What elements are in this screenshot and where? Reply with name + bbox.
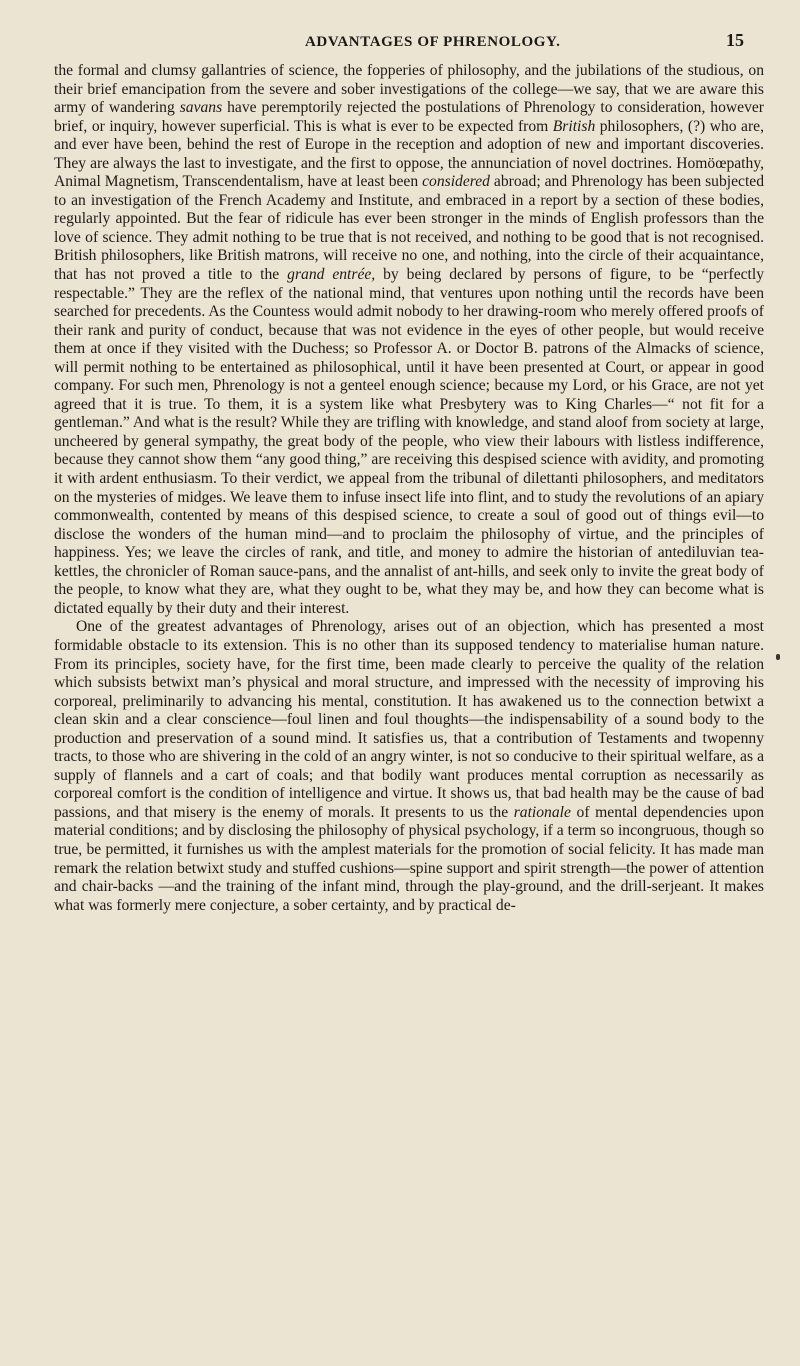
text-run: abroad; and Phrenology has been subjected to an investigation of the French Academy and Institute, and embraced in a report by a section of these bodies, regularly appointed. But the fear of ridicule has ever been stronger in the minds of English professors than the love of science. They admit nothing to be true that is not received, and nothing to be good that is not recognised. British philosophers, like British matrons, will receive no one, and nothing, into the circle of their acquaintance, that has not proved a title to the xyxy=(54,173,764,284)
italic-text: considered xyxy=(422,173,490,191)
italic-text: grand entrée, xyxy=(287,266,376,284)
italic-text: savans xyxy=(179,99,223,117)
body-text xyxy=(54,62,764,915)
text-run: have peremptorily rejected the postulations of Phrenology to consideration, however brief, or inquiry, however superficial. This is what is ever to be expected from xyxy=(54,99,764,135)
italic-text: British xyxy=(552,117,596,135)
paragraph-1 xyxy=(54,62,764,618)
text-run: One of the greatest advantages of Phrenology, arises out of an objection, which has presented a most formidable obstacle to its extension. This is no other than its supposed tendency to materialise human nature. From its principles, society have, for the first time, been made clearly to perceive the quality of the relation which subsists betwixt man’s physical and moral structure, and impressed with the necessity of improving his corporeal, preliminarily to advancing his mental, constitution. It has awakened us to the connection betwixt a clean skin and a clear conscience—foul linen and foul thoughts—the indispensability of a sound body to the production and preservation of a sound mind. It satisfies us, that a contribution of Testaments and twopenny tracts, to those who are shivering in the cold of an angry winter, is not so conducive to their spiritual welfare, as a supply of flannels and a cart of coals; and that bodily want produces mental corruption as necessarily as corporeal comfort is the condition of intelligence and virtue. It shows us, that bad health may be the cause of bad passions, and that misery is the enemy of morals. It presents to us the xyxy=(54,618,764,821)
text-run: philosophers, (?) who are, and ever have been, behind the rest of Europe in the reception and adoption of new and important discoveries. They are always the last to investigate, and the first to oppose, the annunciation of novel doctrines. Homöœpathy, Animal Magnetism, Transcendentalism, have at least been xyxy=(54,117,764,191)
text-run: by being declared by persons of figure, to be “perfectly respectable.” They are the reflex of the national mind, that ventures upon nothing until the records have been searched for precedents. As the Countess would admit nobody to her drawing-room who merely offered proofs of their rank and purity of conduct, because that was not evidence in the eyes of other people, but would receive them at once if they visited with the Duchess; so Professor A. or Doctor B. patrons of the Almacks of science, will permit nothing to be entertained as philosophical, until it have been presented at Court, or appear in good company. For such men, Phrenology is not a genteel enough science; because my Lord, or his Grace, are not yet agreed that it is true. To them, it is a system like what Presbytery was to King Charles—“ not fit for a gentleman.” And what is the result? While they are trifling with knowledge, and stand aloof from society at large, uncheered by general sympathy, the great body of the people, who view their labours with listless indifference, because they cannot show them “any good thing,” are receiving this despised science with avidity, and promoting it with ardent enthusiasm. To their verdict, we appeal from the tribunal of dilettanti philosophers, and meditators on the mysteries of midges. We leave them to infuse insect life into flint, and to study the revolutions of an apiary commonwealth, contented by means of this despised science, to create a soul of good out of things evil—to disclose the wonders of the human mind—and to proclaim the philosophy of virtue, and the principles of happiness. Yes; we leave the circles of rank, and title, and money to admire the historian of antediluvian tea-kettles, the chronicler of Roman sauce-pans, and the annalist of ant-hills, and seek only to invite the great body of the people, to know what they are, what they ought to be, what they may be, and how they can become what is dictated equally by their duty and their interest. xyxy=(54,266,765,617)
ink-mark xyxy=(776,654,780,660)
text-run: the formal and clumsy gallantries of science, the fopperies of philosophy, and the jubilations of the studious, on their brief emancipation from the severe and sober investigations of the college—we say, that we are aware this army of wandering xyxy=(54,62,764,117)
page-number: 15 xyxy=(726,30,744,50)
paragraph-2 xyxy=(54,618,764,915)
text-run: of mental dependencies upon material conditions; and by disclosing the philosophy of physical psychology, if a term so incongruous, though so true, be permitted, it furnishes us with the amplest materials for the promotion of social felicity. It has made man remark the relation betwixt study and stuffed cushions—spine support and spirit strength—the power of attention and chair-backs —and the training of the infant mind, through the play-ground, and the drill-serjeant. It makes what was formerly mere conjecture, a sober certainty, and by practical de- xyxy=(54,803,764,914)
italic-text: rationale xyxy=(513,803,571,821)
running-head: ADVANTAGES OF PHRENOLOGY. xyxy=(305,34,561,50)
